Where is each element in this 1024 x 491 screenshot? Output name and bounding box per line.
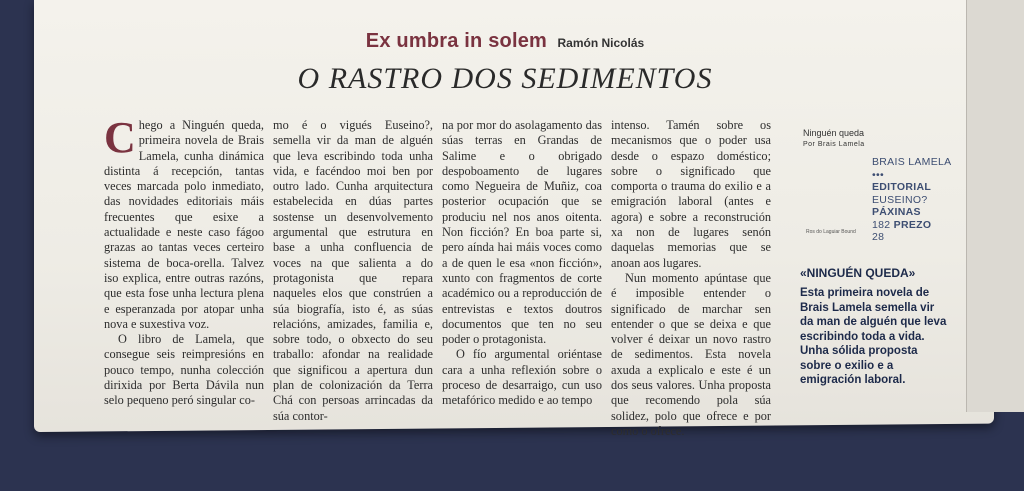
paragraph-text: hego a Ninguén queda, primeira novela de Brais Lamela, cunha dinámica distinta á recepción, tantas veces marcada polo inmediato, das novidades editoriais máis frecuentes que esixe a actualidade e neste caso fágoo grazas ao tantas veces certeiro sistema de boca-orella. Talvez iso explica, entre outras razóns, que esta fose unha lectura plena e esperanzada por atopar unha nova e suxestiva voz. bbox=[104, 118, 264, 331]
price-label: PREZO bbox=[893, 218, 932, 231]
paragraph: O fío argumental oriéntase cara a unha reflexión sobre o proceso de desarraigo, cun uso metafórico medido e ao tempo bbox=[442, 347, 602, 408]
article-column-3 bbox=[442, 118, 602, 409]
editorial-value: EUSEINO? bbox=[872, 193, 928, 206]
article-headline: O RASTRO DOS SEDIMENTOS bbox=[297, 62, 713, 95]
article-column-2 bbox=[273, 118, 433, 424]
article-column-1 bbox=[104, 113, 264, 409]
book-cover-caption bbox=[803, 128, 865, 150]
cover-title: Ninguén queda bbox=[803, 128, 865, 138]
paragraph: intenso. Tamén sobre os mecanismos que o poder usa desde o espazo doméstico; sobre o significado que comporta o trauma do exilio e a emigración laboral (antes e agora) e sobre a reconstrución xa non de lugares senón daquelas memorias que se anoan aos lugares. bbox=[611, 118, 771, 270]
pull-quote-text: Esta primeira novela de Brais Lamela semella vir da man de alguén que leva escribindo toda a vida. Unha sólida proposta sobre o exilio e a emigración laboral. bbox=[800, 287, 947, 386]
editorial-label: EDITORIAL bbox=[872, 181, 932, 193]
drop-cap: C bbox=[104, 113, 136, 162]
paragraph: na por mor do asolagamento das súas terras en Grandas de Salime e o obrigado despoboamento de lugares como Negueira de Muñiz, coa posterior ocupación que se produciu nel nos anos oitenta. Non ficción? En boa parte si, pero aínda hai máis voces como a de quen le esa «non ficción», xunto con fragmentos de corte académico ou a reproducción de entrevistas e textos doutros documentos que ten no seu poder o protagonista. bbox=[442, 118, 602, 347]
article-column-4 bbox=[611, 118, 771, 439]
book-metadata bbox=[872, 156, 952, 244]
pull-quote-title: «NINGUÉN QUEDA» bbox=[800, 266, 916, 280]
section-author: Ramón Nicolás bbox=[557, 36, 645, 50]
pages-value: 182 bbox=[872, 218, 891, 231]
photo-credit: Ros do Laguiar Bound bbox=[806, 229, 856, 235]
pages-label: PÁXINAS bbox=[872, 206, 921, 218]
cover-author: Por Brais Lamela bbox=[803, 141, 865, 148]
section-header bbox=[0, 30, 1010, 53]
paragraph bbox=[104, 113, 264, 332]
paragraph: Nun momento apúntase que é imposible entender o significado de marchar sen entender o que se deixa e que volver é deixar un novo rastro de sedimentos. Esta novela axuda a explicalo e este é un dos seus valores. Unha proposta que recomendo pola súa solidez, polo que ofrece e por como o ofrece. bbox=[611, 270, 771, 438]
pull-quote-box bbox=[800, 266, 950, 388]
paragraph: O libro de Lamela, que consegue seis reimpresións en pouco tempo, nunha colección dirixida por Berta Dávila nun selo pequeno peró singular co- bbox=[104, 332, 264, 408]
author-label: BRAIS LAMELA bbox=[872, 156, 951, 168]
section-title: Ex umbra in solem bbox=[365, 30, 548, 52]
price-value: 28 bbox=[872, 231, 885, 243]
paragraph: mo é o vigués Euseino?, semella vir da man de alguén que leva escribindo toda unha vida, e facéndoo moi ben por outro lado. Cunha arquitectura estabelecida en dúas partes sostense un desenvolvemento argumental que estrutura en base a unha confluencia de voces na que salienta a do protagonista que repara naqueles elos que constrúen a súa biografía, isto é, as súas relacións, amizades, familia e, sobre todo, o obxecto do seu traballo: afondar na realidade que significou a apertura dun plan de colonización da Terra Chá con persoas arrincadas da súa contor- bbox=[273, 118, 433, 423]
author-dots: ••• bbox=[872, 168, 884, 181]
